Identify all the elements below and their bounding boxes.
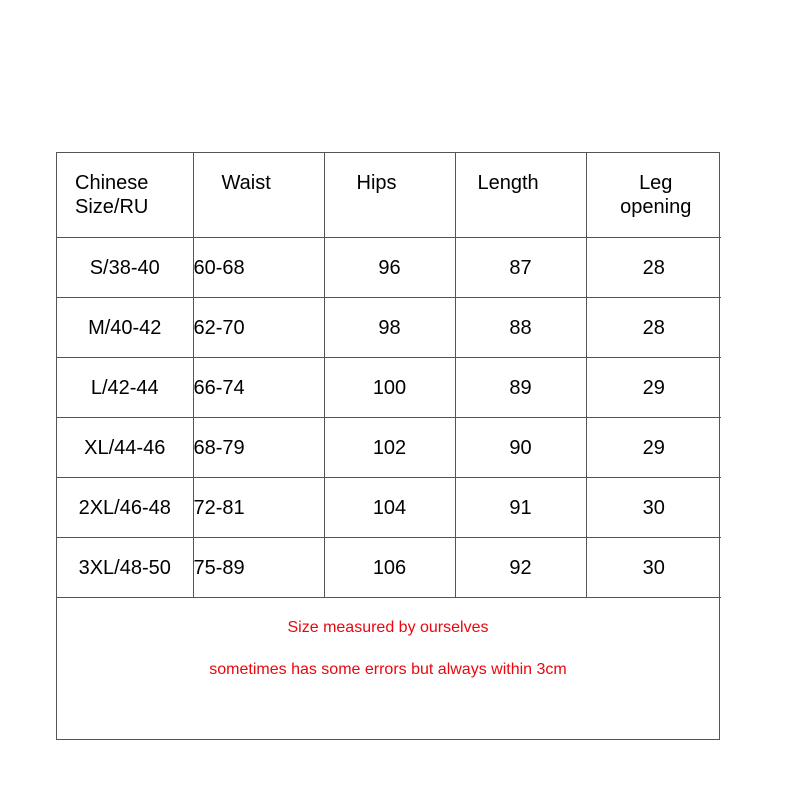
header-size xyxy=(57,153,193,238)
note-errors: sometimes has some errors but always within 3cm xyxy=(209,661,567,678)
table-row xyxy=(57,298,721,358)
header-size-line2: Size/RU xyxy=(75,196,149,218)
table-row xyxy=(57,238,721,298)
header-leg-line2: opening xyxy=(620,196,692,218)
cell-waist: 66-74 xyxy=(193,358,324,418)
cell-leg-opening: 30 xyxy=(586,478,721,538)
cell-hips: 106 xyxy=(324,538,455,598)
cell-length: 87 xyxy=(455,238,586,298)
cell-hips: 100 xyxy=(324,358,455,418)
header-waist xyxy=(193,153,324,238)
cell-leg-opening: 29 xyxy=(586,418,721,478)
header-length-label: Length xyxy=(477,172,539,194)
header-size-line1: Chinese xyxy=(75,172,149,194)
note-measured: Size measured by ourselves xyxy=(287,619,489,636)
table-row xyxy=(57,478,721,538)
cell-waist: 75-89 xyxy=(193,538,324,598)
cell-size: 2XL/46-48 xyxy=(57,478,193,538)
cell-length: 91 xyxy=(455,478,586,538)
cell-hips: 96 xyxy=(324,238,455,298)
cell-leg-opening: 30 xyxy=(586,538,721,598)
header-row xyxy=(57,153,721,238)
cell-size: XL/44-46 xyxy=(57,418,193,478)
header-hips-label: Hips xyxy=(356,172,397,194)
cell-size: M/40-42 xyxy=(57,298,193,358)
cell-leg-opening: 28 xyxy=(586,298,721,358)
cell-size: 3XL/48-50 xyxy=(57,538,193,598)
cell-length: 90 xyxy=(455,418,586,478)
cell-hips: 104 xyxy=(324,478,455,538)
header-waist-label: Waist xyxy=(221,172,271,194)
header-leg-opening xyxy=(586,153,721,238)
table-row xyxy=(57,538,721,598)
table-row xyxy=(57,358,721,418)
header-leg-line1: Leg xyxy=(639,172,673,194)
cell-leg-opening: 28 xyxy=(586,238,721,298)
cell-leg-opening: 29 xyxy=(586,358,721,418)
cell-length: 92 xyxy=(455,538,586,598)
cell-hips: 102 xyxy=(324,418,455,478)
cell-length: 89 xyxy=(455,358,586,418)
size-table xyxy=(57,153,721,598)
cell-size: L/42-44 xyxy=(57,358,193,418)
header-hips xyxy=(324,153,455,238)
cell-waist: 68-79 xyxy=(193,418,324,478)
cell-hips: 98 xyxy=(324,298,455,358)
table-row xyxy=(57,418,721,478)
cell-waist: 60-68 xyxy=(193,238,324,298)
cell-waist: 62-70 xyxy=(193,298,324,358)
header-length xyxy=(455,153,586,238)
cell-size: S/38-40 xyxy=(57,238,193,298)
cell-waist: 72-81 xyxy=(193,478,324,538)
size-chart xyxy=(56,152,720,740)
cell-length: 88 xyxy=(455,298,586,358)
